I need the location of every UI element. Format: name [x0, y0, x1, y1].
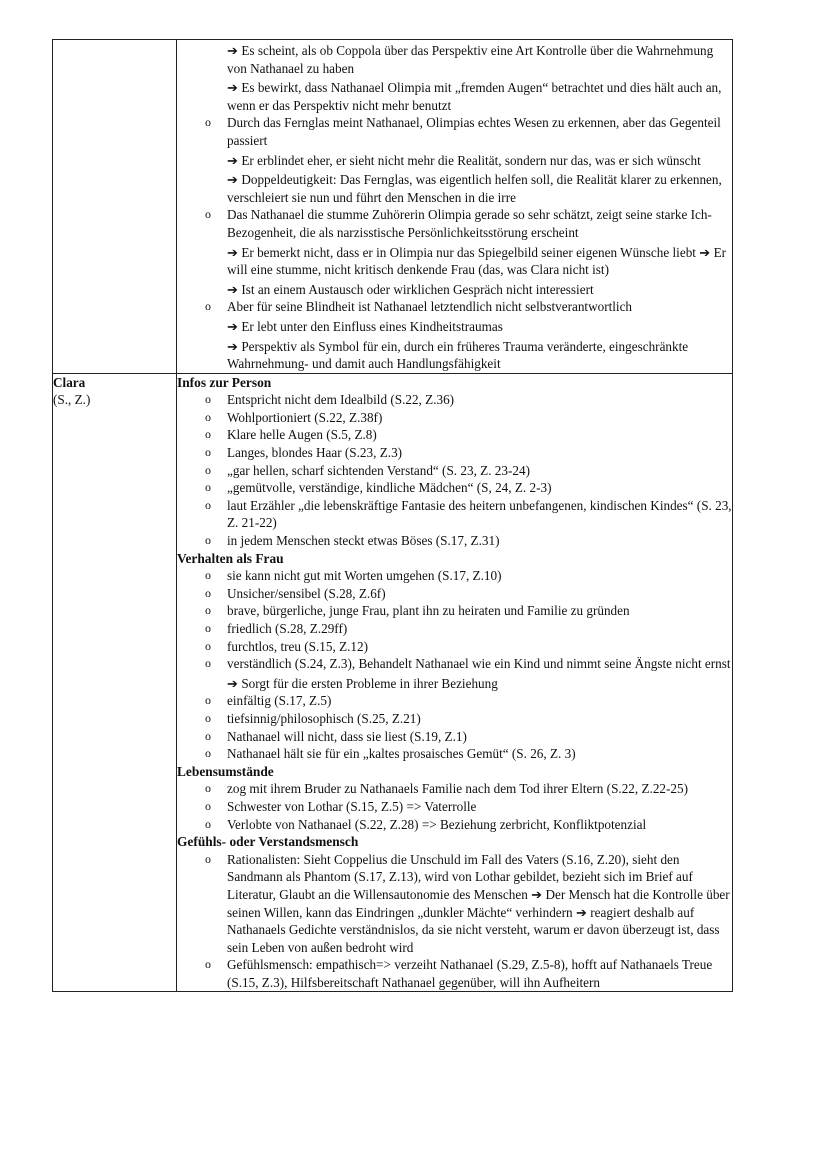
document-page [52, 39, 733, 992]
bullet-icon: o [205, 746, 211, 761]
notes-list [177, 42, 732, 373]
list-item-text: in jedem Menschen steckt etwas Böses (S.17, Z.31) [227, 533, 500, 549]
list-item [177, 851, 732, 957]
arrow-point: ➔ Doppeldeutigkeit: Das Fernglas, was eigentlich helfen soll, die Realität klarer zu erkennen, verschleiert sie nun und führt den Menschen in die irre [227, 172, 722, 205]
arrow-point: ➔ Ist an einem Austausch oder wirklichen Gespräch nicht interessiert [227, 281, 594, 297]
list-item-text: brave, bürgerliche, junge Frau, plant ihn zu heiraten und Familie zu gründen [227, 603, 630, 619]
list-item-text: Unsicher/sensibel (S.28, Z.6f) [227, 585, 386, 601]
list-item [177, 585, 732, 603]
bullet-icon: o [205, 585, 211, 600]
list-item-text: „gar hellen, scharf sichtenden Verstand“ (S. 23, Z. 23-24) [227, 462, 530, 478]
list-item [177, 298, 732, 316]
list-item [177, 444, 732, 462]
bullet-icon: o [205, 656, 211, 671]
section-heading: Verhalten als Frau [177, 550, 284, 566]
section-heading: Gefühls- oder Verstandsmensch [177, 834, 359, 850]
bullet-icon: o [205, 462, 211, 477]
list-item [177, 602, 732, 620]
bullet-icon: o [205, 798, 211, 813]
list-item-text: verständlich (S.24, Z.3), Behandelt Nathanael wie ein Kind und nimmt seine Ängste nicht ernst [227, 656, 731, 672]
character-cell [53, 373, 177, 992]
list-item-text: sie kann nicht gut mit Worten umgehen (S.17, Z.10) [227, 568, 502, 584]
arrow-point: ➔ Sorgt für die ersten Probleme in ihrer Beziehung [227, 675, 498, 691]
list-item-text: Rationalisten: Sieht Coppelius die Unschuld im Fall des Vaters (S.16, Z.20), sieht den Sandmann als Phantom (S.17, Z.13), wird von Lothar gebildet, bezieht sich im Brief auf Literatur, Glaubt an die Willensautonomie des Menschen ➔ Der Mensch hat die Kontrolle über seinen Willen, kann das Eindringen „dunkler Mächte“ verhindern ➔ reagiert deshalb auf Nathanaels Gedichte verständnislos, da sie nicht versteht, warum er davon überzeugt ist, dass sein Leben von außen bedroht wird [227, 851, 730, 955]
list-item-text: Verlobte von Nathanael (S.22, Z.28) => Beziehung zerbricht, Konfliktpotenzial [227, 816, 647, 832]
bullet-icon: o [205, 533, 211, 548]
arrow-point: ➔ Es bewirkt, dass Nathanael Olimpia mit „fremden Augen“ betrachtet und dies hält auch an, wenn er das Perspektiv nicht mehr benutzt [227, 80, 722, 113]
character-cell-empty [53, 40, 177, 374]
list-item [177, 409, 732, 427]
bullet-icon: o [205, 957, 211, 972]
list-item-text: laut Erzähler „die lebenskräftige Fantasie des heitern unbefangenen, kindischen Kindes“ (S. 23, Z. 21-22) [227, 497, 732, 531]
bullet-icon: o [205, 392, 211, 407]
list-item [177, 728, 732, 746]
list-item-text: Nathanael hält sie für ein „kaltes prosaisches Gemüt“ (S. 26, Z. 3) [227, 746, 576, 762]
list-item-text: Nathanael will nicht, dass sie liest (S.19, Z.1) [227, 728, 467, 744]
character-table [52, 39, 733, 992]
section-heading: Infos zur Person [177, 374, 272, 390]
bullet-icon: o [205, 480, 211, 495]
list-item [177, 391, 732, 409]
list-item [177, 497, 732, 532]
list-item-text: friedlich (S.28, Z.29ff) [227, 621, 348, 636]
list-item [177, 816, 732, 834]
list-item [177, 780, 732, 798]
list-item [177, 798, 732, 816]
list-item [177, 692, 732, 710]
bullet-icon: o [205, 638, 211, 653]
list-item-text: einfältig (S.17, Z.5) [227, 693, 332, 709]
bullet-icon: o [205, 816, 211, 831]
bullet-icon: o [205, 299, 211, 314]
list-item [177, 462, 732, 480]
list-item [177, 655, 732, 673]
arrow-point: ➔ Es scheint, als ob Coppola über das Perspektiv eine Art Kontrolle über die Wahrnehmung von Nathanael zu haben [227, 43, 714, 76]
section-heading: Lebensumstände [177, 763, 274, 779]
arrow-point: ➔ Er bemerkt nicht, dass er in Olimpia nur das Spiegelbild seiner eigenen Wünsche liebt ➔ Er will eine stumme, nicht kritisch denkende Frau (das, was Clara nicht ist) [227, 244, 727, 278]
list-item [177, 532, 732, 550]
list-item-text: „gemütvolle, verständige, kindliche Mädchen“ (S, 24, Z. 2-3) [227, 480, 552, 496]
list-item-text: Langes, blondes Haar (S.23, Z.3) [227, 445, 403, 461]
list-item-text: tiefsinnig/philosophisch (S.25, Z.21) [227, 710, 421, 726]
table-row [53, 40, 733, 374]
bullet-icon: o [205, 568, 211, 583]
list-item [177, 426, 732, 444]
character-reference: (S., Z.) [53, 392, 91, 408]
arrow-point: ➔ Perspektiv als Symbol für ein, durch ein früheres Trauma veränderte, eingeschränkte Wahrnehmung- und damit auch Handlungsfähigkeit [227, 338, 689, 372]
list-item [177, 567, 732, 585]
bullet-icon: o [205, 781, 211, 796]
bullet-icon: o [205, 445, 211, 460]
arrow-point: ➔ Er erblindet eher, er sieht nicht mehr die Realität, sondern nur das, was er sich wünscht [227, 152, 701, 168]
list-item [177, 206, 732, 241]
bullet-icon: o [205, 207, 211, 222]
list-item-text: Durch das Fernglas meint Nathanael, Olimpias echtes Wesen zu erkennen, aber das Gegenteil passiert [227, 115, 721, 148]
bullet-icon: o [205, 728, 211, 743]
bullet-icon: o [205, 603, 211, 618]
list-item [177, 956, 732, 991]
list-item-text: furchtlos, treu (S.15, Z.12) [227, 638, 369, 654]
list-item [177, 620, 732, 638]
list-item-text: Entspricht nicht dem Idealbild (S.22, Z.36) [227, 392, 455, 408]
list-item-text: Schwester von Lothar (S.15, Z.5) => Vaterrolle [227, 798, 477, 814]
list-item-text: Wohlportioniert (S.22, Z.38f) [227, 409, 383, 425]
notes-list [177, 374, 732, 992]
bullet-icon: o [205, 621, 211, 635]
list-item-text: Aber für seine Blindheit ist Nathanael letztendlich nicht selbstverantwortlich [227, 299, 633, 315]
character-name: Clara [53, 374, 86, 390]
list-item-text: Gefühlsmensch: empathisch=> verzeiht Nathanael (S.29, Z.5-8), hofft auf Nathanaels Treue (S.15, Z.3), Hilfsbereitschaft Nathanael gegenüber, will ihn Aufheitern [227, 957, 713, 990]
bullet-icon: o [205, 409, 211, 424]
list-item [177, 745, 732, 763]
list-item [177, 710, 732, 728]
bullet-icon: o [205, 497, 211, 512]
bullet-icon: o [205, 693, 211, 708]
notes-cell [177, 40, 733, 374]
bullet-icon: o [205, 427, 211, 442]
table-row [53, 373, 733, 992]
bullet-icon: o [205, 710, 211, 725]
list-item-text: zog mit ihrem Bruder zu Nathanaels Familie nach dem Tod ihrer Eltern (S.22, Z.22-25) [227, 781, 689, 797]
list-item [177, 114, 732, 149]
list-item-text: Klare helle Augen (S.5, Z.8) [227, 427, 377, 443]
arrow-point: ➔ Er lebt unter den Einfluss eines Kindheitstraumas [227, 318, 503, 334]
list-item [177, 479, 732, 497]
bullet-icon: o [205, 115, 211, 130]
list-item [177, 638, 732, 656]
list-item-text: Das Nathanael die stumme Zuhörerin Olimpia gerade so sehr schätzt, zeigt seine starke Ich-Bezogenheit, die als narzisstische Persönlichkeitsstörung erscheint [227, 207, 712, 240]
bullet-icon: o [205, 851, 211, 866]
notes-cell [177, 373, 733, 992]
